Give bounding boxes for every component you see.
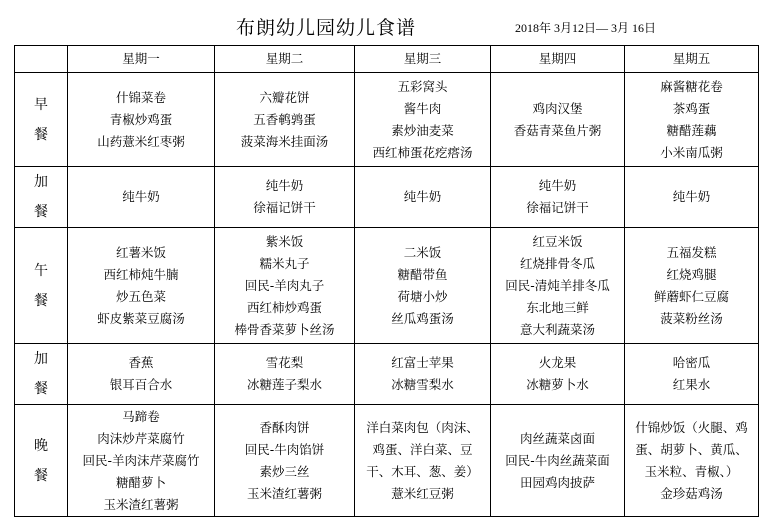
dish-item: 小米南瓜粥 — [660, 144, 723, 160]
dish-item: 五福发糕 — [666, 244, 717, 260]
dish-item: 香酥肉饼 — [259, 419, 310, 435]
dish-item: 回民-清炖羊排冬瓜 — [505, 277, 610, 293]
dish-item: 什锦炒饭（火腿、鸡蛋、胡萝卜、黄瓜、玉米粒、青椒、） — [635, 419, 748, 479]
menu-cell — [355, 228, 491, 344]
dish-item: 荷塘小炒 — [397, 288, 448, 304]
menu-cell — [355, 344, 491, 405]
meal-row — [15, 167, 759, 228]
meal-label — [15, 344, 68, 405]
menu-cell — [68, 228, 215, 344]
dish-item: 麻酱糖花卷 — [660, 78, 723, 94]
dish-item: 六瓣花饼 — [259, 89, 310, 105]
day-header: 星期三 — [355, 46, 491, 73]
meal-label-char: 晚 — [34, 437, 48, 454]
dish-item: 紫米饭 — [265, 233, 304, 249]
dish-item: 徐福记饼干 — [526, 200, 589, 215]
dish-item: 纯牛奶 — [672, 189, 711, 204]
dish-item: 纯牛奶 — [122, 189, 160, 204]
dish-item: 红烧鸡腿 — [666, 266, 717, 282]
dish-item: 纯牛奶 — [403, 189, 442, 204]
date-range: 2018年 3月12日— 3月 16日 — [515, 21, 657, 35]
dish-item: 西红柿蛋花疙瘩汤 — [372, 144, 473, 160]
menu-cell — [625, 405, 759, 517]
dish-item: 二米饭 — [403, 244, 442, 260]
meal-row — [15, 405, 759, 517]
dish-item: 东北地三鲜 — [526, 299, 589, 315]
dish-item: 红果水 — [672, 377, 711, 392]
dish-item: 田园鸡肉披萨 — [519, 474, 595, 490]
dish-item: 冰糖雪梨水 — [391, 377, 454, 392]
dish-item: 回民-羊肉沫芹菜腐竹 — [82, 452, 200, 468]
menu-cell — [215, 344, 355, 405]
dish-item: 纯牛奶 — [538, 178, 577, 193]
dish-item: 回民-牛肉馅饼 — [244, 441, 325, 457]
menu-cell — [355, 405, 491, 517]
menu-cell — [625, 73, 759, 167]
menu-cell — [491, 167, 625, 228]
dish-item: 虾皮紫菜豆腐汤 — [97, 310, 185, 326]
dish-item: 红烧排骨冬瓜 — [519, 255, 595, 271]
menu-cell — [355, 167, 491, 228]
meal-label-char: 午 — [34, 262, 48, 279]
dish-item: 香菇青菜鱼片粥 — [513, 122, 602, 138]
day-header: 星期五 — [625, 46, 759, 73]
corner-cell — [15, 46, 68, 73]
dish-item: 肉沫炒芹菜腐竹 — [97, 430, 185, 446]
dish-item: 糖醋莲藕 — [666, 122, 717, 138]
meal-label — [15, 228, 68, 344]
dish-item: 山药薏米红枣粥 — [97, 133, 185, 149]
meal-row — [15, 228, 759, 344]
menu-cell — [68, 167, 215, 228]
dish-item: 茶鸡蛋 — [672, 100, 711, 116]
dish-item: 五彩窝头 — [397, 78, 448, 94]
meal-label-char: 餐 — [34, 126, 48, 143]
meal-label — [15, 405, 68, 517]
dish-item: 鲜蘑虾仁豆腐 — [653, 288, 729, 304]
menu-cell — [355, 73, 491, 167]
menu-cell — [68, 344, 215, 405]
menu-cell — [625, 228, 759, 344]
dish-item: 糖醋带鱼 — [397, 266, 448, 282]
header-row — [15, 46, 759, 73]
menu-cell — [491, 228, 625, 344]
dish-item: 鸡肉汉堡 — [532, 100, 583, 116]
dish-item: 菠菜海米挂面汤 — [240, 133, 329, 149]
menu-cell — [625, 344, 759, 405]
day-header: 星期一 — [68, 46, 215, 73]
dish-item: 薏米红豆粥 — [391, 485, 454, 501]
dish-item: 玉米渣红薯粥 — [103, 496, 179, 512]
dish-item: 什锦菜卷 — [115, 89, 166, 105]
dish-item: 冰糖莲子梨水 — [246, 377, 322, 392]
dish-item: 金珍菇鸡汤 — [660, 485, 723, 501]
dish-item: 回民-羊肉丸子 — [244, 277, 325, 293]
dish-item: 素炒油麦菜 — [391, 122, 454, 138]
day-header: 星期二 — [215, 46, 355, 73]
dish-item: 炒五色菜 — [115, 288, 166, 304]
dish-item: 糯米丸子 — [259, 255, 310, 271]
dish-item: 肉丝蔬菜卤面 — [519, 430, 595, 446]
menu-cell — [491, 73, 625, 167]
dish-item: 冰糖萝卜水 — [526, 377, 589, 392]
menu-cell — [68, 73, 215, 167]
meal-label-char: 餐 — [34, 381, 48, 397]
day-header: 星期四 — [491, 46, 625, 73]
dish-item: 徐福记饼干 — [253, 200, 316, 215]
meal-label-char: 早 — [34, 96, 48, 113]
menu-cell — [215, 167, 355, 228]
meal-label-char: 餐 — [34, 204, 48, 220]
menu-cell — [68, 405, 215, 517]
dish-item: 哈密瓜 — [672, 355, 711, 370]
dish-item: 西红柿炖牛腩 — [103, 266, 179, 282]
page-title: 布朗幼儿园幼儿食谱 — [236, 17, 417, 39]
dish-item: 棒骨香菜萝卜丝汤 — [234, 321, 335, 337]
meal-label-char: 餐 — [34, 467, 48, 484]
dish-item: 回民-牛肉丝蔬菜面 — [505, 452, 610, 468]
dish-item: 丝瓜鸡蛋汤 — [391, 310, 454, 326]
dish-item: 红豆米饭 — [532, 233, 583, 249]
dish-item: 红薯米饭 — [115, 244, 166, 260]
menu-cell — [625, 167, 759, 228]
dish-item: 五香鹌鹑蛋 — [253, 111, 316, 127]
dish-item: 香蕉 — [128, 355, 154, 370]
dish-item: 洋白菜肉包（肉沫、鸡蛋、洋白菜、豆干、木耳、葱、姜） — [366, 419, 479, 479]
dish-item: 素炒三丝 — [259, 463, 310, 479]
dish-item: 玉米渣红薯粥 — [246, 485, 322, 501]
menu-cell — [215, 73, 355, 167]
meal-label-char: 加 — [34, 174, 48, 190]
dish-item: 青椒炒鸡蛋 — [109, 111, 173, 127]
meal-label-char: 餐 — [34, 292, 48, 309]
dish-item: 意大利蔬菜汤 — [519, 321, 595, 337]
meal-row — [15, 344, 759, 405]
meal-row — [15, 73, 759, 167]
menu-cell — [215, 405, 355, 517]
dish-item: 酱牛肉 — [403, 100, 442, 116]
dish-item: 菠菜粉丝汤 — [660, 310, 723, 326]
meal-label — [15, 167, 68, 228]
menu-table — [14, 45, 759, 517]
meal-label — [15, 73, 68, 167]
menu-cell — [215, 228, 355, 344]
dish-item: 雪花梨 — [265, 355, 304, 370]
dish-item: 纯牛奶 — [265, 178, 304, 193]
dish-item: 马蹄卷 — [122, 408, 160, 424]
dish-item: 红富士苹果 — [391, 355, 454, 370]
dish-item: 西红柿炒鸡蛋 — [246, 299, 322, 315]
menu-cell — [491, 405, 625, 517]
dish-item: 火龙果 — [538, 355, 577, 370]
menu-cell — [491, 344, 625, 405]
dish-item: 糖醋萝卜 — [115, 474, 166, 490]
meal-label-char: 加 — [34, 351, 48, 367]
dish-item: 银耳百合水 — [109, 377, 173, 392]
